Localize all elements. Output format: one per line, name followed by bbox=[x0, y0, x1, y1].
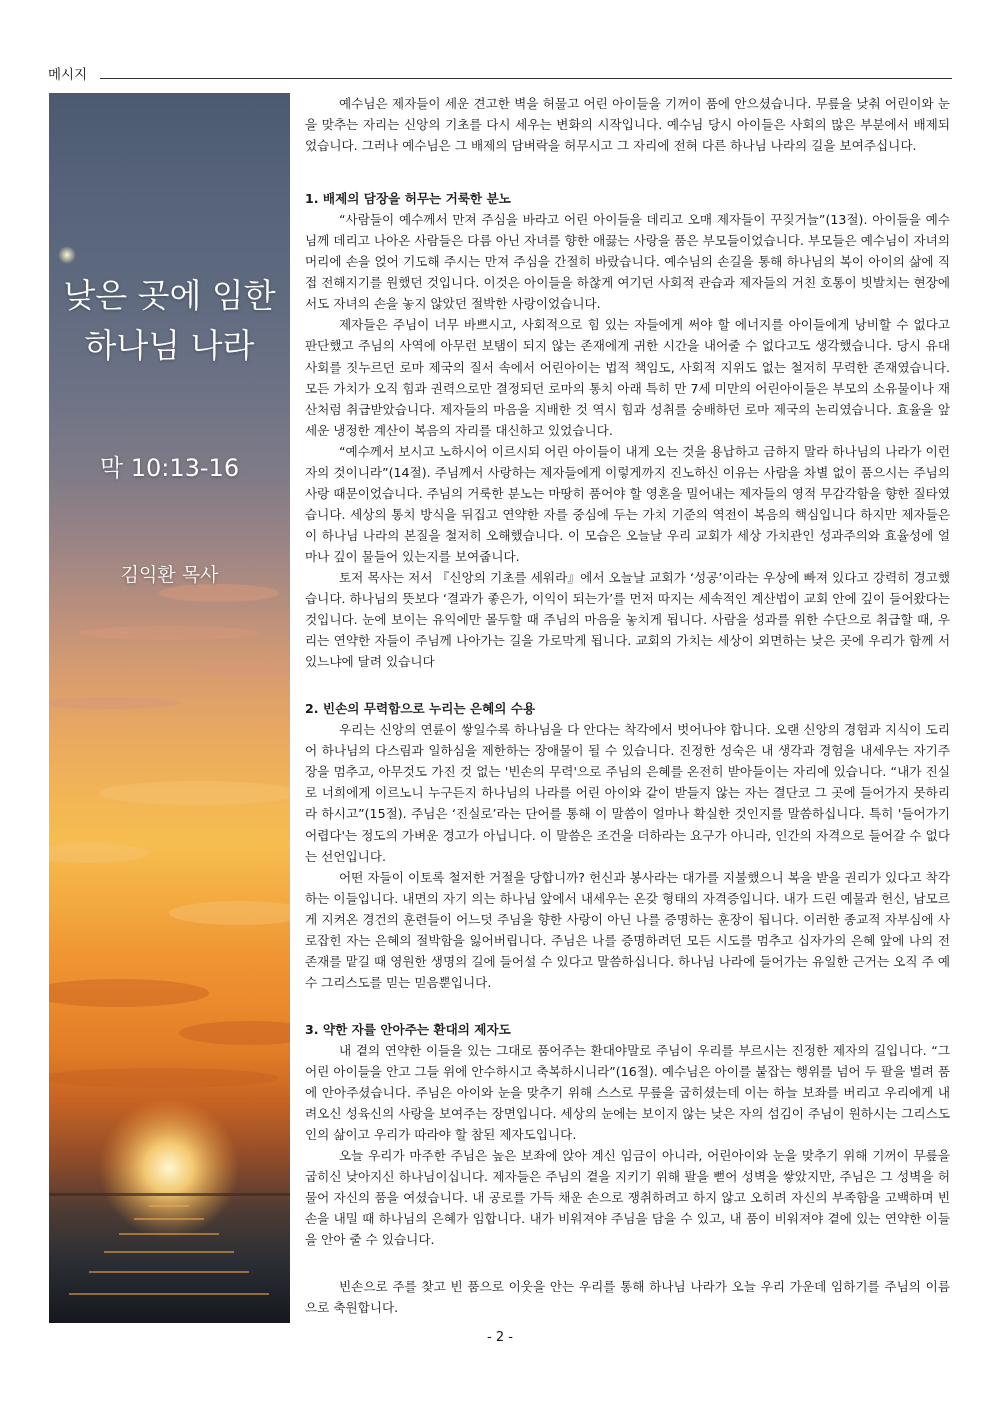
section2-heading: 2. 빈손의 무력함으로 누리는 은혜의 수용 bbox=[305, 701, 536, 717]
intro-paragraph: 예수님은 제자들이 세운 견고한 벽을 허물고 어린 아이들을 기꺼이 품에 안으셨습니다. 무릎을 낮춰 어린이와 눈을 맞추는 자리는 신앙의 기초를 다시 세우는 변화의 시작입니다. 예수님 당시 아이들은 사회의 많은 부분에서 배제되었습니다. 그러나 예수님은 그 배제의 담벼락을 허무시고 그 자리에 전혀 다른 하나님 나라의 길을 보여주십니다. bbox=[305, 96, 950, 154]
section1-paragraph3: “예수께서 보시고 노하시어 이르시되 어린 아이들이 내게 오는 것을 용납하고 금하지 말라 하나님의 나라가 이런 자의 것이니라”(14절). 주님께서 사랑하는 제자들에게 이렇게까지 진노하신 이유는 사람을 차별 없이 품으시는 주님의 사랑 때문이었습니다. 주님의 거룩한 분노는 마땅히 품어야 할 영혼을 밀어내는 제자들의 영적 무감각함을 향한 질타였습니다. 세상의 통치 방식을 뒤집고 연약한 자를 중심에 두는 가치 기준의 역전이 복음의 핵심입니다 하지만 제자들은 이 하나님 나라의 본질을 철저히 오해했습니다. 이 모습은 오늘날 우리 교회가 세상 가치관인 성과주의와 효율성에 얼마나 깊이 물들어 있는지를 보여줍니다. bbox=[305, 443, 950, 564]
sermon-title-line2: 하나님 나라 bbox=[84, 326, 255, 365]
sermon-title-line1: 낮은 곳에 임한 bbox=[63, 276, 276, 315]
sunset-banner bbox=[49, 93, 290, 1323]
sun bbox=[99, 1098, 239, 1238]
section2-paragraph2: 어떤 자들이 이토록 철저한 거절을 당합니까? 헌신과 봉사라는 대가를 지불했으니 복을 받을 권리가 있다고 착각하는 이들입니다. 내면의 자기 의는 하나님 앞에서 내세우는 온갖 형태의 자격증입니다. 내가 드린 예물과 헌신, 남모르게 지켜온 경건의 훈련들이 어느덧 주님을 향한 사랑이 아닌 나를 증명하는 훈장이 됩니다. 이러한 종교적 자부심에 사로잡힌 자는 은혜의 절박함을 잃어버립니다. 주님은 나를 증명하려던 모든 시도를 멈추고 십자가의 은혜 앞에 나의 전 존재를 맡길 때 영원한 생명의 길에 들어설 수 있다고 말씀하십니다. 하나님 나라에 들어가는 유일한 근거는 오직 주 예수 그리스도를 믿는 믿음뿐입니다. bbox=[305, 869, 950, 990]
header-rule bbox=[100, 78, 952, 79]
section-label: 메시지 bbox=[48, 67, 88, 83]
sermon-title bbox=[49, 271, 290, 371]
moon-glow bbox=[58, 246, 76, 264]
section3-paragraph1: 내 곁의 연약한 이들을 있는 그대로 품어주는 환대야말로 주님이 우리를 부르시는 진정한 제자의 길입니다. “그 어린 아이들을 안고 그들 위에 안수하시고 축복하시니라”(16절). 예수님은 아이를 붙잡는 행위를 넘어 두 팔을 벌려 품에 안아주셨습니다. 주님은 아이와 눈을 맞추기 위해 스스로 무릎을 굽히셨는데 이는 하늘 보좌를 버리고 우리에게 내려오신 성육신의 사랑을 보여주는 장면입니다. 세상의 눈에는 보이지 않는 낮은 자의 섬김이 주님이 원하시는 그리스도인의 삶이고 우리가 따라야 할 참된 제자도입니다. bbox=[305, 1042, 950, 1143]
section1-paragraph2: 제자들은 주님이 너무 바쁘시고, 사회적으로 힘 있는 자들에게 써야 할 에너지를 아이들에게 낭비할 수 없다고 판단했고 주님의 사역에 아무런 보탬이 되지 않는 존재에게 귀한 시간을 내어줄 수 없다고도 생각했습니다. 당시 유대 사회를 짓누르던 로마 제국의 질서 속에서 어린아이는 법적 책임도, 사회적 지위도 없는 철저히 무력한 존재였습니다. 모든 가치가 오직 힘과 권력으로만 결정되던 로마의 통치 아래 특히 만 7세 미만의 어린아이들은 부모의 소유물이나 재산처럼 취급받았습니다. 제자들의 마음을 지배한 것 역시 힘과 성취를 숭배하던 로마 제국의 논리였습니다. 효율을 앞세운 냉정한 계산이 복음의 자리를 대신하고 있었습니다. bbox=[305, 317, 950, 438]
section2-paragraph1: 우리는 신앙의 연륜이 쌓일수록 하나님을 다 안다는 착각에서 벗어나야 합니다. 오랜 신앙의 경험과 지식이 도리어 하나님의 다스림과 일하심을 제한하는 장애물이 될 수 있습니다. 진정한 성숙은 내 생각과 경험을 내세우는 자기주장을 멈추고, 아무것도 가진 것 없는 '빈손의 무력'으로 주님의 은혜를 온전히 받아들이는 자리에 있습니다. “내가 진실로 너희에게 이르노니 누구든지 하나님의 나라를 어린 아이와 같이 받들지 않는 자는 결단코 그 곳에 들어가지 못하리라 하시고”(15절). 주님은 ‘진실로’라는 단어를 통해 이 말씀이 얼마나 확실한 것인지를 말씀하십니다. 특히 '들어가기 어렵다'는 정도의 가벼운 경고가 아닙니다. 이 말씀은 조건을 더하라는 요구가 아니라, 인간의 자격으로 들어갈 수 없다는 선언입니다. bbox=[305, 722, 950, 864]
author-name: 김익환 목사 bbox=[120, 564, 219, 586]
page-number: - 2 - bbox=[487, 1330, 513, 1345]
low-clouds bbox=[49, 979, 290, 1088]
section3-heading: 3. 약한 자를 안아주는 환대의 제자도 bbox=[305, 1021, 511, 1037]
section3-paragraph2: 오늘 우리가 마주한 주님은 높은 보좌에 앉아 계신 임금이 아니라, 어린아이와 눈을 맞추기 위해 기꺼이 무릎을 굽히신 낮아지신 하나님이십니다. 제자들은 주님의 곁을 지키기 위해 팔을 뻗어 성벽을 쌓았지만, 주님은 그 성벽을 허물어 자신의 품을 여셨습니다. 내 공로를 가득 채운 손으로 쟁취하려고 하지 않고 오히려 자신의 부족함을 고백하며 빈손을 내밀 때 하나님의 은혜가 임합니다. 내가 비워져야 주님을 담을 수 있고, 내 품이 비워져야 곁에 있는 연약한 이들을 안아 줄 수 있습니다. bbox=[305, 1148, 950, 1248]
sermon-body bbox=[305, 93, 950, 1318]
upper-clouds bbox=[49, 584, 290, 709]
section1-heading: 1. 배제의 담장을 허무는 거룩한 분노 bbox=[305, 191, 511, 207]
page-header bbox=[48, 66, 952, 88]
sea-reflections bbox=[69, 1205, 269, 1295]
closing-paragraph: 빈손으로 주를 찾고 빈 품으로 이웃을 안는 우리를 통해 하나님 나라가 오늘 우리 가운데 임하기를 주님의 이름으로 축원합니다. bbox=[305, 1279, 950, 1316]
mid-clouds bbox=[49, 781, 290, 925]
section1-paragraph1: “사람들이 예수께서 만져 주심을 바라고 어린 아이들을 데리고 오매 제자들이 꾸짖거늘”(13절). 아이들을 예수님께 데리고 나아온 사람들은 다름 아닌 자녀를 향한 애끓는 사랑을 품은 부모들이었습니다. 부모들은 예수님이 자녀의 머리에 손을 얹어 기도해 주시는 만져 주심을 간절히 바랐습니다. 예수님의 손길을 통해 하나님의 복이 아이의 삶에 직접 전해지기를 원했던 것입니다. 이것은 아이들을 하찮게 여기던 사회적 관습과 제자들의 거친 호통이 빗발치는 현장에서도 자녀의 손을 놓지 않았던 절박한 사랑이었습니다. bbox=[305, 212, 950, 312]
scripture-reference: 막 10:13-16 bbox=[99, 454, 240, 482]
section1-paragraph4: 토저 목사는 저서 『신앙의 기초를 세워라』에서 오늘날 교회가 ‘성공’이라는 우상에 빠져 있다고 강력히 경고했습니다. 하나님의 뜻보다 ‘결과가 좋은가, 이익이 되는가’를 먼저 따지는 세속적인 계산법이 교회 안에 깊이 들어왔다는 것입니다. 눈에 보이는 유익에만 몰두할 때 주님의 마음을 놓치게 됩니다. 사람을 성과를 위한 수단으로 취급할 때, 우리는 연약한 자들이 주님께 나아가는 길을 가로막게 됩니다. 교회의 가치는 세상이 외면하는 낮은 곳에 우리가 함께 서 있느냐에 달려 있습니다 bbox=[305, 569, 950, 670]
horizon bbox=[49, 1193, 290, 1196]
